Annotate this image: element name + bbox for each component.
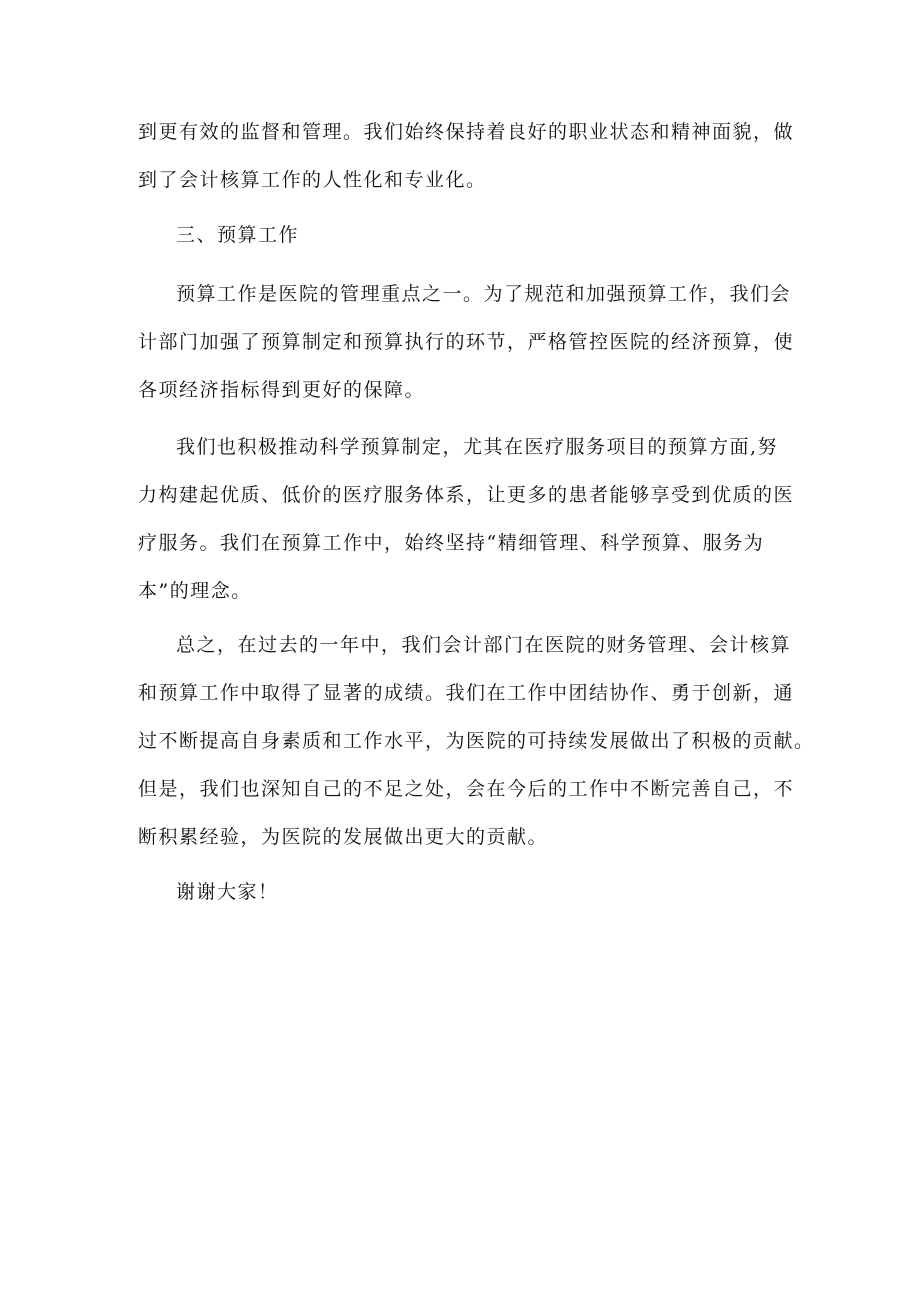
text-line: 各项经济指标得到更好的保障。 xyxy=(138,379,426,401)
text-line: 断积累经验，为医院的发展做出更大的贡献。 xyxy=(138,826,549,848)
text-line: 到了会计核算工作的人性化和专业化。 xyxy=(138,169,487,191)
text-line: 计部门加强了预算制定和预算执行的环节，严格管控医院的经济预算，使 xyxy=(138,331,795,353)
text-line: 本”的理念。 xyxy=(138,580,252,602)
text-line: 和预算工作中取得了显著的成绩。我们在工作中团结协作、勇于创新，通 xyxy=(138,682,795,704)
paragraph-budget-science xyxy=(138,423,798,615)
paragraph-budget-intro xyxy=(138,270,798,414)
text-line: 力构建起优质、低价的医疗服务体系，让更多的患者能够享受到优质的医 xyxy=(138,484,795,506)
heading-text: 三、预算工作 xyxy=(176,224,300,246)
section-heading-budget xyxy=(138,211,798,259)
text-line: 我们也积极推动科学预算制定，尤其在医疗服务项目的预算方面,努 xyxy=(176,436,779,458)
text-line: 到更有效的监督和管理。我们始终保持着良好的职业状态和精神面貌，做 xyxy=(138,121,795,143)
closing-thanks xyxy=(138,868,798,916)
text-line: 但是，我们也深知自己的不足之处，会在今后的工作中不断完善自己，不 xyxy=(138,778,795,800)
paragraph-accounting-closing xyxy=(138,108,798,204)
paragraph-summary xyxy=(138,621,815,861)
text-line: 过不断提高自身素质和工作水平，为医院的可持续发展做出了积极的贡献。 xyxy=(138,730,815,752)
text-line: 疗服务。我们在预算工作中，始终坚持“精细管理、科学预算、服务为 xyxy=(138,532,765,554)
text-line: 谢谢大家！ xyxy=(176,881,279,903)
text-line: 预算工作是医院的管理重点之一。为了规范和加强预算工作，我们会 xyxy=(176,283,792,305)
text-line: 总之，在过去的一年中，我们会计部门在医院的财务管理、会计核算 xyxy=(176,634,792,656)
